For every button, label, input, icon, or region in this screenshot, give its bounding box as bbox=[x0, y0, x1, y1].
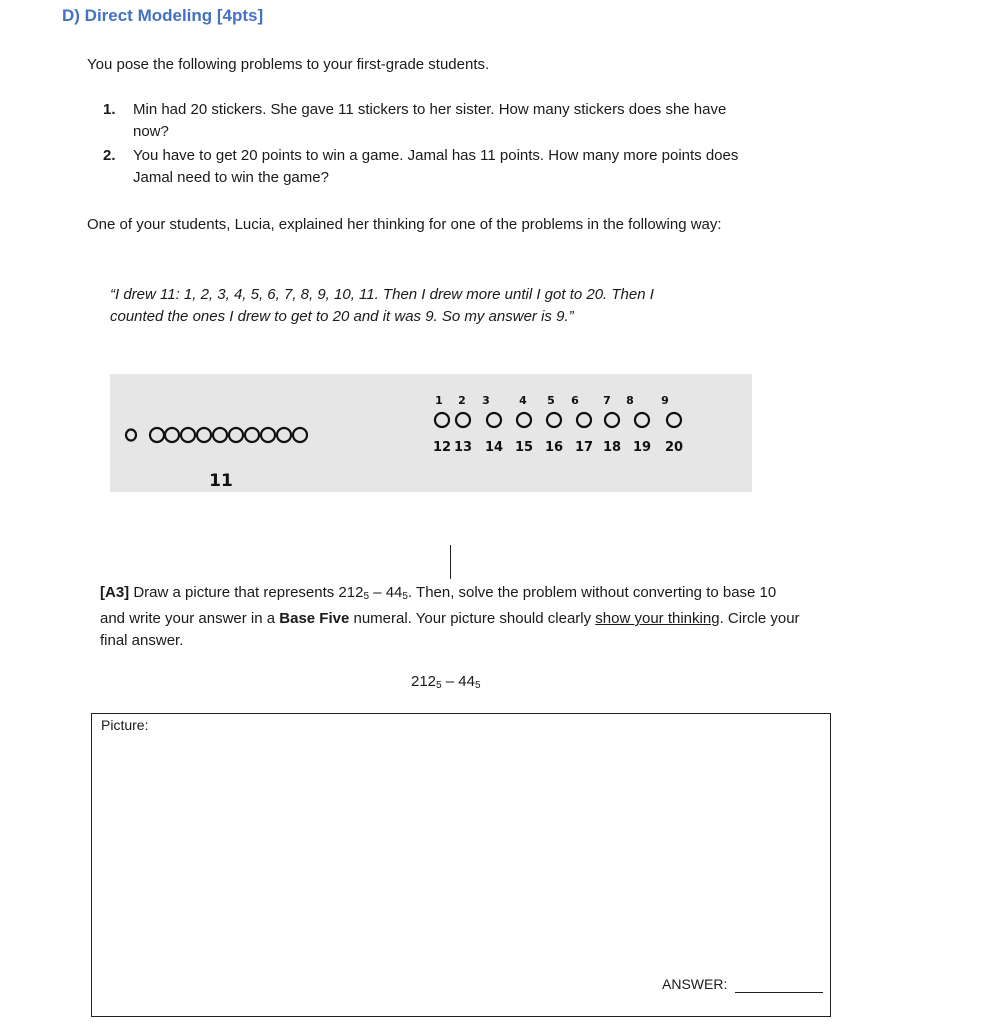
task-text-part: . Circle your final answer. bbox=[100, 610, 800, 649]
running-total-number: 20 bbox=[664, 440, 684, 455]
task-underlined-text: show your thinking bbox=[595, 610, 720, 627]
task-text bbox=[100, 582, 800, 652]
expression-operator: – bbox=[441, 673, 459, 690]
counting-number-top: 7 bbox=[603, 394, 611, 407]
picture-answer-box[interactable] bbox=[91, 713, 831, 1017]
task-tag: [A3] bbox=[100, 584, 130, 601]
running-total-number: 14 bbox=[484, 440, 504, 455]
picture-label: Picture: bbox=[101, 717, 149, 733]
expression-minuend: 212 bbox=[411, 673, 437, 690]
student-drawing bbox=[110, 374, 752, 492]
text-cursor bbox=[450, 545, 451, 579]
counting-number-top: 5 bbox=[547, 394, 555, 407]
subtraction-expression bbox=[411, 671, 481, 697]
problem-list bbox=[103, 99, 763, 191]
running-total-number: 18 bbox=[602, 440, 622, 455]
drawing-canvas bbox=[110, 374, 752, 492]
task-bold-text: Base Five bbox=[279, 610, 350, 627]
intro-text: You pose the following problems to your first-grade students. bbox=[87, 56, 490, 73]
task-text-part: – 44 bbox=[369, 584, 403, 601]
running-total-number: 12 bbox=[432, 440, 452, 455]
task-text-part: Draw a picture that represents 212 bbox=[129, 584, 364, 601]
expression-subtrahend: 44 bbox=[458, 673, 475, 690]
counting-number-top: 1 bbox=[435, 394, 443, 407]
drawing-background bbox=[110, 374, 752, 492]
base-subscript: 5 bbox=[474, 680, 481, 691]
problem-item bbox=[103, 145, 763, 189]
answer-blank[interactable] bbox=[735, 992, 823, 993]
student-quote: “I drew 11: 1, 2, 3, 4, 5, 6, 7, 8, 9, 10, 11. Then I drew more until I got to 20. Then I counted the ones I drew to get to 20 and it was 9. So my answer is 9.” bbox=[110, 286, 654, 325]
problem-text: Min had 20 stickers. She gave 11 stickers to her sister. How many stickers does she have now? bbox=[133, 101, 727, 140]
problem-item bbox=[103, 99, 763, 143]
base-subscript: 5 bbox=[363, 591, 370, 602]
running-total-number: 19 bbox=[632, 440, 652, 455]
counting-number-top: 4 bbox=[519, 394, 527, 407]
task-text-part: numeral. Your picture should clearly bbox=[349, 610, 596, 627]
group-label: 11 bbox=[209, 471, 233, 491]
counting-number-top: 6 bbox=[571, 394, 579, 407]
counting-number-top: 3 bbox=[482, 394, 490, 407]
running-total-number: 13 bbox=[453, 440, 473, 455]
running-total-number: 17 bbox=[574, 440, 594, 455]
problem-number: 1. bbox=[103, 101, 116, 118]
problem-text: You have to get 20 points to win a game. Jamal has 11 points. How many more points does Jamal need to win the game? bbox=[133, 147, 739, 186]
running-total-number: 15 bbox=[514, 440, 534, 455]
problem-number: 2. bbox=[103, 147, 116, 164]
section-title: D) Direct Modeling [4pts] bbox=[62, 6, 264, 25]
base-subscript: 5 bbox=[436, 680, 442, 691]
counting-number-top: 2 bbox=[458, 394, 466, 407]
base-subscript: 5 bbox=[402, 591, 408, 602]
student-intro-text: One of your students, Lucia, explained her thinking for one of the problems in the following way: bbox=[87, 216, 722, 233]
task-text-part: . Then, solve the problem without converting to base 10 and write your answer in a bbox=[100, 584, 777, 627]
counting-number-top: 9 bbox=[661, 394, 669, 407]
answer-label: ANSWER: bbox=[662, 976, 728, 992]
running-total-number: 16 bbox=[544, 440, 564, 455]
counting-number-top: 8 bbox=[626, 394, 634, 407]
